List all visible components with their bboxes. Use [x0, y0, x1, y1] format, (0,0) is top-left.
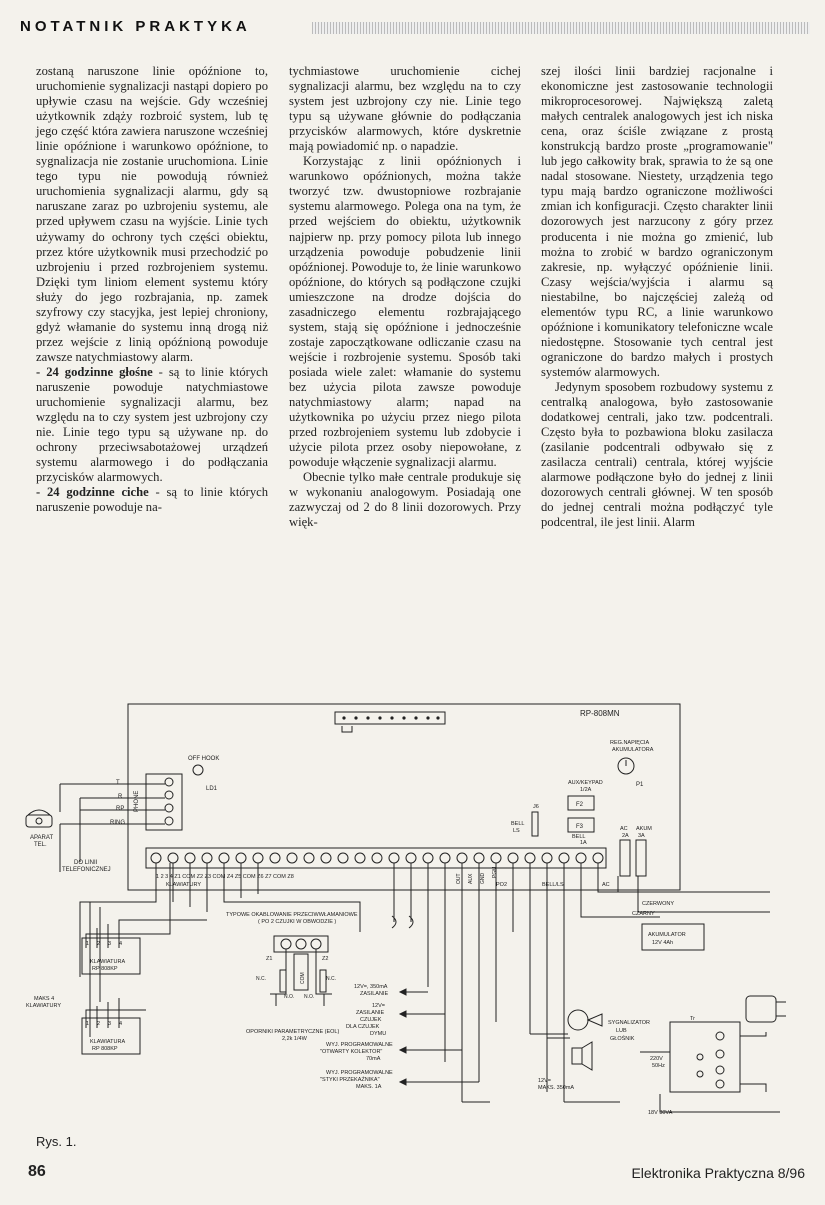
kbd2-model: RP 808KP	[92, 1046, 118, 1052]
transformer	[670, 1022, 740, 1092]
kbd1-pin: 4	[119, 941, 123, 947]
wiring-note: TYPOWE OKABLOWANIE PRZECIWWŁAMANIOWE	[226, 912, 358, 918]
nc-label: N.C.	[326, 976, 336, 982]
power2-label-4: DLA CZUJEK	[346, 1024, 380, 1030]
power2-label-3: CZUJEK	[360, 1017, 382, 1023]
paragraph: Obecnie tylko małe centrale produkuje się w wykonaniu analogowym. Posiadają one zazwyczaj od 2 do 8 linii dozorowych. Przy więk-	[289, 470, 521, 530]
paragraph: szej ilości linii bardziej racjonalne i ekonomiczne jest zastosowanie technologii mikroprocesorowej. Największą zaletą małych centralek analogowych jest ich niska cena, oraz ściśle związane z prostą konstrukcją bardzo proste „programowanie" lub jego całkowity brak, sprawia to że są one nadal stosowane. Niestety, urządzenia tego typu mają bardzo ograniczone możliwości zmian ich konfiguracji. Często charakter linii dozorowych jest narzucony z góry przez producenta i nie można go zmienić, lub można to zrobić w bardzo ograniczonym zakresie, np. wyłączyć opóźnienie linii. Czasy wejścia/wyjścia i alarmu są niestabilne, bo najczęściej zależą od elementów typu RC, a linie warunkowo opóźnione i komunikatory telefoniczne wcale niedostępne. Stosowanie tych central jest ograniczone do bardzo małych i prostych systemów alarmowych.	[541, 64, 773, 379]
resistor-value: 2,2k 1/4W	[282, 1036, 307, 1042]
zone-terminals	[274, 936, 328, 952]
paragraph: Jedynym sposobem rozbudowy systemu z centralką analogowa, było zastosowanie dodatkowej centrali, jako tzw. podcentrali. Często była to pozbawiona bloku zasilacza (zasilanie podcentrali odbywało się z zasilacza centrali) centrala, której wyjście alarmowe podłączone było do jednej z linii dozorowych centrali głównej. W ten sposób do jednej centrali można podłączyć tyle podcentral, ile jest linii. Alarm	[541, 379, 773, 530]
ac-label: AC	[620, 826, 628, 832]
fuse-akum	[636, 840, 646, 876]
led-label: LD1	[206, 786, 218, 792]
figure-caption: Rys. 1.	[36, 1134, 77, 1149]
speaker-icon	[572, 1048, 582, 1064]
bells-label: BELL/LS	[542, 882, 564, 888]
offhook-label: OFF HOOK	[188, 756, 220, 762]
keyboard-terminal-label: KLAWIATURY	[166, 882, 202, 888]
header-decoration-bar	[312, 22, 810, 34]
kbd1-pin: 3	[108, 941, 112, 947]
kbd2-pin: 1	[86, 1021, 90, 1027]
paragraph: tychmiastowe uruchomienie cichej sygnalizacji alarmu, bez względu na to czy system jest uzbrojony czy nie. Linie tego typu są używane głównie do podłączania przycisków alarmowych, które dyskretnie mają powiadomić np. o napadzie.	[289, 64, 521, 154]
paragraph: zostaną naruszone linie opóźnione to, uruchomienie sygnalizacji nastąpi dopiero po upływie czasu na wejście. Gdy wcześniej użytkownik zdąży rozbroić system, lub tę jego część która zawiera naruszone wcześniej linie opóźnione i warunkowo opóźnione, to sygnalizacja nie zostanie uruchomiona. Linie tego typu nie powodują również uruchomienia sygnalizacji alarmu, gdy są naruszane zaraz po uzbrojeniu systemu, ale przed upływem czasu na wyjście. Linie tych używamy do ochrony tych części obiektu, przez które użytkownik musi przechodzić po uzbrojeniu i przed rozbrojeniem systemu. Dzięki tym liniom element systemu który służy do jego rozbrajania, np. zamek szyfrowy czy stacyjka, jest lepiej chroniony, gdyż włamanie do systemu inną drogą niż przez wejście z linią opóźnioną powoduje zawsze natychmiastowy alarm.	[36, 64, 268, 364]
jumper-label: J6	[533, 804, 539, 810]
z2-label: Z2	[322, 956, 329, 962]
model-label: RP-808MN	[580, 709, 620, 718]
text-column-2	[289, 64, 521, 530]
terminal-screws	[151, 853, 603, 863]
wiring-diagram	[20, 702, 805, 1127]
output2-label-2: "STYKI PRZEKAŹNIKA"	[320, 1077, 380, 1083]
output2-label-3: MAKS. 1A	[356, 1084, 382, 1090]
akum-label: AKUM	[636, 826, 652, 832]
nc-label: N.C.	[256, 976, 266, 982]
po2-label: PO2	[496, 882, 508, 888]
bell-ls-label-2: LS	[513, 828, 520, 834]
reg-label-2: AKUMULATORA	[612, 747, 654, 753]
reg-label: REG.NAPIĘCIA	[610, 740, 650, 746]
speaker-power: 12V=	[538, 1078, 551, 1084]
section-title: NOTATNIK PRAKTYKA	[20, 18, 251, 35]
eol-resistor-1	[280, 970, 286, 992]
pin-R: R	[118, 794, 123, 800]
kbd2-label: KLAWIATURA	[90, 1039, 126, 1045]
kbd1-label: KLAWIATURA	[90, 959, 126, 965]
apparat-label: APARAT	[30, 835, 54, 841]
siren-icon	[568, 1010, 588, 1030]
output1-label-3: 70mA	[366, 1056, 381, 1062]
text-column-1	[36, 64, 268, 515]
term-lead: - 24 godzinne ciche	[36, 485, 149, 500]
paragraph-text: - są to linie których naruszenie powoduje natychmiastowe uruchomienie sygnalizacji alarmu, bez względu na to czy system jest uzbrojony czy nie. Linie tego typu są używane np. do ochrony przeciwsabotażowej urządzeń systemu alarmowego i do podłączania przycisków alarmowych.	[36, 364, 269, 485]
ac-terminal-label: AC	[602, 882, 610, 888]
red-wire-label: CZERWONY	[642, 901, 674, 907]
speaker-current: MAKS. 350mA	[538, 1085, 575, 1091]
term-lead: - 24 godzinne głośne	[36, 364, 153, 379]
phone-label: PHONE	[134, 790, 140, 812]
transformer-spec: 18V 30VA	[648, 1110, 673, 1116]
mains-voltage: 220V	[650, 1056, 663, 1062]
term-pgm: PGM	[492, 866, 498, 878]
kbd1-pin: 1	[86, 941, 90, 947]
kbd1-model: RP 808KP	[92, 966, 118, 972]
resistor-note: OPORNIKI PARAMETRYCZNE (EOL)	[246, 1029, 340, 1035]
jumper	[532, 812, 538, 836]
max-keypads-label: MAKS 4	[34, 996, 55, 1002]
power-label: 12V=, 350mA	[354, 984, 388, 990]
p1-label: P1	[636, 782, 644, 788]
power2-label-2: ZASILANIE	[356, 1010, 385, 1016]
power2-label: 12V=	[372, 1003, 385, 1009]
power2-label-5: DYMU	[370, 1031, 387, 1037]
paragraph: Korzystając z linii opóźnionych i warunkowo opóźnionych, można także tworzyć tzw. dwustopniowe rozbrajanie systemu alarmowego. Polega ona na tym, że przed wejściem do obiektu, użytkownik najpierw np. przy pomocy pilota lub innego urządzenia powoduje pobudzenie linii opóźnionej. Powoduje to, że linie warunkowo opóźnione, do których są podłączone czujki umieszczone na drodze dojścia do zasadniczego elementu rozbrajającego system, stają się opóźnione i jednocześnie zostaje zapoczątkowane odliczanie czasu na wejście i rozbrojenie systemu. Sposób taki posiada wiele zalet: włamanie do systemu bez użycia pilota zawsze powoduje natychmiastowy alarm; napad na użytkownika po użyciu przez niego pilota przed rozbrojeniem systemu lub zdobycie i użycie pilota przez osoby niepowołane, z powoduje włączenie sygnalizacji alarmu.	[289, 154, 521, 470]
ac-fuse-label: 2A	[622, 833, 629, 839]
line-label: DO LINII	[74, 860, 98, 866]
akum-fuse-label: 3A	[638, 833, 645, 839]
bell-fuse-label: BELL	[572, 834, 586, 840]
wiring-diagram-svg	[20, 702, 805, 1127]
auxkey-label: AUX/KEYPAD	[568, 780, 603, 786]
com-label: COM	[300, 972, 306, 984]
page-number: 86	[28, 1163, 46, 1180]
fuse-ac	[620, 840, 630, 876]
kbd2-pin: 3	[108, 1021, 112, 1027]
magazine-title: Elektronika Praktyczna 8/96	[631, 1165, 805, 1181]
text-column-3	[541, 64, 773, 530]
terminal-numbers: 1 2 3 4 Z1 COM Z2 Z3 COM Z4 Z5 COM Z6 Z7 COM Z8	[156, 874, 294, 880]
pin-T: T	[116, 780, 120, 786]
fuse-f2-label: F2	[576, 802, 584, 808]
kbd2-pin: 4	[119, 1021, 123, 1027]
pin-RING: RING	[110, 820, 125, 826]
term-gnd: GND	[480, 872, 486, 884]
bell-fuse-label-2: 1A	[580, 840, 587, 846]
black-wire-label: CZARNY	[632, 911, 655, 917]
kbd1-pin: 2	[97, 941, 101, 947]
offhook-led	[193, 765, 203, 775]
no-label: N.O.	[304, 994, 315, 1000]
terminal-strip	[146, 848, 606, 868]
term-out: OUT	[456, 873, 462, 884]
mains-frequency: 50Hz	[652, 1063, 665, 1069]
transformer-label: Tr	[690, 1016, 695, 1022]
power-label-2: ZASILANIE	[360, 991, 389, 997]
output1-label: WYJ. PROGRAMOWALNE	[326, 1042, 393, 1048]
z1-label: Z1	[266, 956, 273, 962]
line-label-2: TELEFONICZNEJ	[62, 867, 111, 873]
battery-label: AKUMULATOR	[648, 932, 686, 938]
output2-label: WYJ. PROGRAMOWALNE	[326, 1070, 393, 1076]
apparat-label-2: TEL.	[34, 842, 47, 848]
paragraph	[36, 365, 268, 485]
siren-label-3: GŁOŚNIK	[610, 1036, 635, 1042]
wiring-note-2: ( PO 2 CZUJKI W OBWODZIE )	[258, 919, 337, 925]
output1-label-2: "OTWARTY KOLEKTOR"	[320, 1049, 383, 1055]
term-aux: AUX	[468, 873, 474, 884]
phone-terminals	[165, 778, 173, 825]
fuse-f3-label: F3	[576, 824, 584, 830]
pin-RP: RP	[116, 806, 125, 812]
siren-label-2: LUB	[616, 1028, 627, 1034]
no-label: N.O.	[284, 994, 295, 1000]
plug-icon	[746, 996, 776, 1022]
paragraph-text: - są to linie których naruszenie powoduje na-	[36, 485, 268, 515]
phone-terminal-block	[146, 774, 182, 830]
page-header	[20, 14, 810, 44]
paragraph	[36, 485, 268, 515]
battery-spec: 12V 4Ah	[652, 940, 674, 946]
bell-ls-label: BELL	[511, 821, 525, 827]
kbd2-pin: 2	[97, 1021, 101, 1027]
siren-label: SYGNALIZATOR	[608, 1020, 650, 1026]
max-keypads-label-2: KLAWIATURY	[26, 1003, 62, 1009]
telephone-icon	[26, 810, 52, 827]
control-panel-board	[128, 704, 680, 890]
auxkey-label-2: 1/2A	[580, 787, 592, 793]
